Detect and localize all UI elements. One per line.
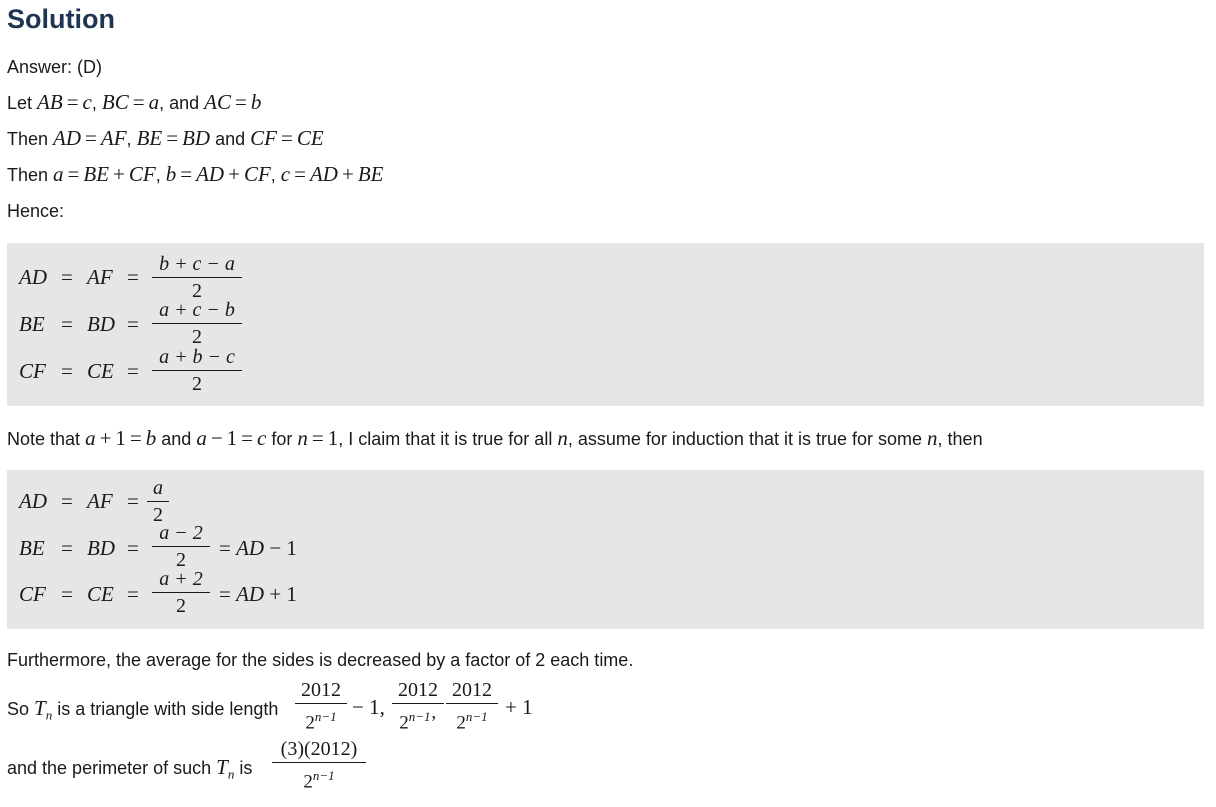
- fraction-a-plus-c-minus-b: a + c − b 2: [152, 300, 242, 347]
- fraction-perimeter: (3)(2012) $2^{n-1}$: [272, 739, 366, 792]
- fraction-side-1: 2012 $2^{n-1}$: [295, 680, 347, 733]
- equation-block-2: AD = AF = a 2 BE = BD = a − 2 2 = AD − 1 CF = CE = a + 2 2 = AD + 1: [7, 470, 1204, 629]
- fraction-side-2: 2012 $2^{n-1}$’: [392, 680, 444, 733]
- fraction-b-plus-c-minus-a: b + c − a 2: [152, 254, 242, 301]
- furthermore-line: Furthermore, the average for the sides is decreased by a factor of 2 each time.: [7, 650, 634, 670]
- then-line-2: Then a = BE + CF, b = AD + CF, c = AD + BE: [7, 162, 384, 186]
- ad-minus-1: = AD − 1: [219, 536, 297, 560]
- plus-1: + 1: [505, 695, 533, 719]
- then-line-1: Then AD = AF, BE = BD and CF = CE: [7, 126, 324, 150]
- fraction-a-plus-2: a + 2 2: [152, 569, 210, 616]
- fraction-a-minus-2: a − 2 2: [152, 523, 210, 570]
- so-line: So $T_n$ is a triangle with side length: [7, 696, 279, 723]
- note-line: Note that a + 1 = b and a − 1 = c for n = 1, I claim that it is true for all n, assume for induction that it is true for some n, then: [7, 426, 983, 450]
- fraction-side-3: 2012 $2^{n-1}$: [446, 680, 498, 733]
- perimeter-line: and the perimeter of such $T_n$ is: [7, 755, 253, 782]
- page-title: Solution: [7, 4, 115, 34]
- fraction-a-plus-b-minus-c: a + b − c 2: [152, 347, 242, 394]
- fraction-a-over-2: a 2: [147, 478, 169, 525]
- let-line: Let AB = c, BC = a, and AC = b: [7, 90, 262, 114]
- ad-plus-1: = AD + 1: [219, 582, 297, 606]
- answer-line: Answer: (D): [7, 57, 103, 77]
- equation-block-1: AD = AF = b + c − a 2 BE = BD = a + c − b 2 CF = CE = a + b − c 2: [7, 243, 1204, 406]
- minus-1: − 1,: [352, 695, 385, 719]
- hence-line: Hence:: [7, 201, 65, 221]
